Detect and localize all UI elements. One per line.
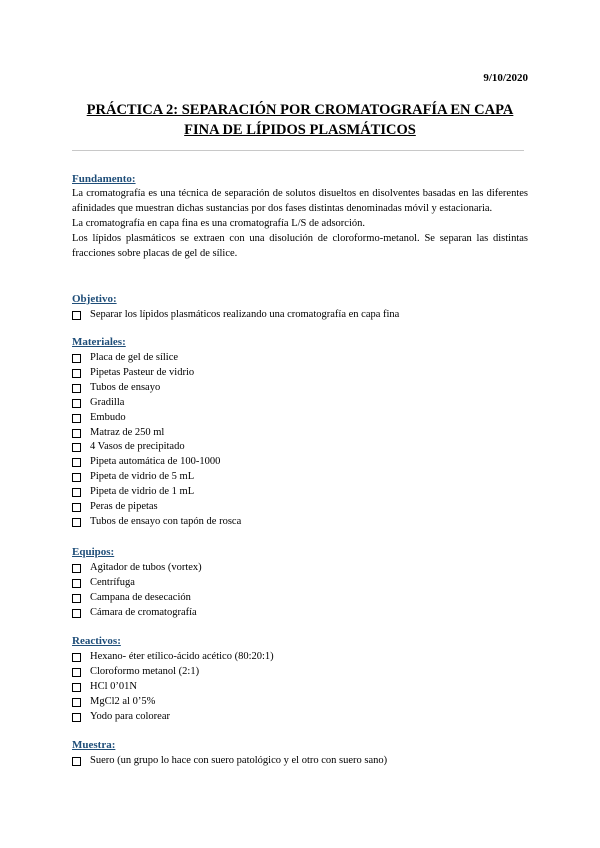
title-divider: [72, 150, 524, 151]
list-item: [72, 470, 528, 485]
list-item-text: Cámara de cromatografía: [90, 606, 197, 618]
list-item-text: Campana de desecación: [90, 591, 191, 603]
list-item-text: Placa de gel de sílice: [90, 352, 179, 363]
list-item: [72, 396, 528, 411]
list-item-text: Tubos de ensayo con tapón de rosca: [90, 515, 242, 527]
list-item: [72, 561, 528, 576]
checkbox-square-icon: [72, 443, 81, 452]
list-item: [72, 485, 528, 500]
list-item-text: 4 Vasos de precipitado: [90, 441, 185, 453]
list-item-text: Pipeta automática de 100-1000: [90, 456, 221, 468]
list-item: [72, 650, 528, 665]
fundamento-section: [72, 172, 528, 261]
checkbox-square-icon: [72, 311, 81, 320]
checkbox-square-icon: [72, 564, 81, 573]
objetivo-section: [72, 292, 528, 323]
list-item: [72, 665, 528, 680]
checkbox-square-icon: [72, 668, 81, 677]
materiales-heading: Materiales:: [72, 336, 126, 348]
list-item-text: Cloroformo metanol (2:1): [90, 665, 200, 677]
list-item: [72, 695, 528, 710]
fundamento-paragraph: La cromatografía es una técnica de separación de solutos disueltos en disolventes basadas en las diferentes afinidades que muestran dichas sustancias por dos fases distintas denominadas móvil y estacionaria.: [72, 188, 528, 214]
checkbox-square-icon: [72, 354, 81, 363]
checkbox-square-icon: [72, 473, 81, 482]
reactivos-section: [72, 634, 528, 725]
list-item-text: HCl 0’01N: [90, 680, 137, 692]
list-item-text: Hexano- éter etílico-ácido acético (80:20:1): [90, 651, 274, 662]
checkbox-square-icon: [72, 503, 81, 512]
objetivo-heading: Objetivo:: [72, 293, 117, 305]
list-item: [72, 515, 528, 530]
list-item-text: Yodo para colorear: [90, 710, 170, 722]
objetivo-list: [72, 308, 528, 323]
list-item: [72, 606, 528, 621]
checkbox-square-icon: [72, 399, 81, 408]
list-item-text: Peras de pipetas: [90, 501, 158, 513]
reactivos-list: [72, 650, 528, 725]
list-item-text: Separar los lípidos plasmáticos realizando una cromatografía en capa fina: [90, 309, 400, 320]
checkbox-square-icon: [72, 458, 81, 467]
checkbox-square-icon: [72, 757, 81, 766]
checkbox-square-icon: [72, 579, 81, 588]
fundamento-heading: Fundamento:: [72, 173, 136, 185]
list-item-text: Pipetas Pasteur de vidrio: [90, 366, 195, 378]
document-title: PRÁCTICA 2: SEPARACIÓN POR CROMATOGRAFÍA EN CAPA FINA DE LÍPIDOS PLASMÁTICOS: [86, 102, 514, 138]
checkbox-square-icon: [72, 429, 81, 438]
list-item-text: Agitador de tubos (vortex): [90, 562, 202, 573]
reactivos-heading: Reactivos:: [72, 635, 121, 647]
muestra-list: [72, 754, 528, 769]
list-item-text: Gradilla: [90, 396, 125, 408]
list-item: [72, 440, 528, 455]
muestra-section: [72, 738, 528, 769]
list-item: [72, 754, 528, 769]
muestra-heading: Muestra:: [72, 739, 116, 751]
list-item: [72, 576, 528, 591]
checkbox-square-icon: [72, 594, 81, 603]
list-item: [72, 381, 528, 396]
checkbox-square-icon: [72, 414, 81, 423]
materiales-section: [72, 335, 528, 530]
list-item-text: Suero (un grupo lo hace con suero patológico y el otro con suero sano): [90, 755, 388, 766]
checkbox-square-icon: [72, 518, 81, 527]
checkbox-square-icon: [72, 713, 81, 722]
checkbox-square-icon: [72, 384, 81, 393]
checkbox-square-icon: [72, 369, 81, 378]
equipos-heading: Equipos:: [72, 546, 115, 558]
list-item-text: Embudo: [90, 411, 126, 423]
list-item: [72, 455, 528, 470]
list-item: [72, 426, 528, 441]
list-item: [72, 308, 528, 323]
list-item: [72, 411, 528, 426]
equipos-section: [72, 545, 528, 621]
checkbox-square-icon: [72, 488, 81, 497]
equipos-list: [72, 561, 528, 621]
list-item-text: Centrífuga: [90, 576, 135, 588]
list-item-text: Tubos de ensayo: [90, 381, 161, 393]
list-item: [72, 680, 528, 695]
checkbox-square-icon: [72, 698, 81, 707]
list-item: [72, 500, 528, 515]
fundamento-text: [72, 186, 528, 261]
fundamento-paragraph: Los lípidos plasmáticos se extraen con una disolución de cloroformo-metanol. Se separan las distintas fracciones sobre placas de gel de sílice.: [72, 233, 528, 259]
list-item-text: Pipeta de vidrio de 1 mL: [90, 486, 195, 498]
list-item-text: Matraz de 250 ml: [90, 426, 165, 438]
checkbox-square-icon: [72, 683, 81, 692]
list-item: [72, 351, 528, 366]
list-item-text: Pipeta de vidrio de 5 mL: [90, 471, 195, 483]
list-item: [72, 591, 528, 606]
list-item: [72, 366, 528, 381]
materiales-list: [72, 351, 528, 530]
checkbox-square-icon: [72, 609, 81, 618]
list-item: [72, 710, 528, 725]
fundamento-paragraph: La cromatografía en capa fina es una cromatografía L/S de adsorción.: [72, 218, 365, 229]
checkbox-square-icon: [72, 653, 81, 662]
document-date: 9/10/2020: [483, 72, 528, 84]
list-item-text: MgCl2 al 0’5%: [90, 695, 156, 707]
